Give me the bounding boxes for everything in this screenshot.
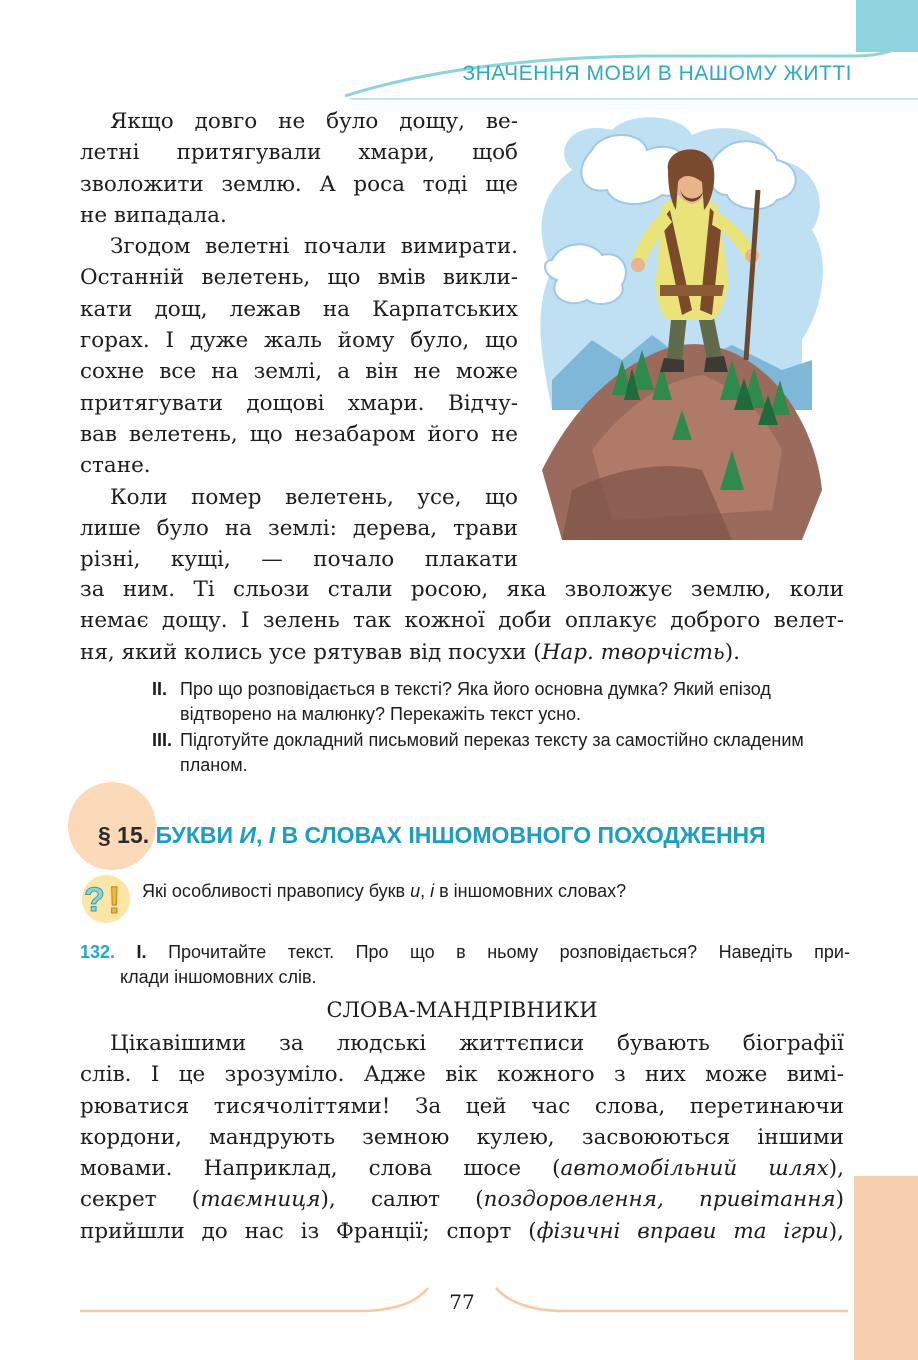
running-title: ЗНАЧЕННЯ МОВИ В НАШОМУ ЖИТТІ (462, 62, 852, 85)
text-line: летні притягували хмари, щоб (80, 140, 518, 166)
story-continuation (80, 574, 844, 668)
exercise-132 (80, 940, 850, 990)
section-number: § 15. (98, 822, 150, 848)
giant-illustration (532, 110, 832, 550)
text-line: притягувати дощові хмари. Відчу- (80, 390, 518, 416)
text-line: прийшли до нас із Франції; спорт (фізичні вправи та ігри), (80, 1218, 844, 1244)
svg-text:!: ! (108, 880, 121, 922)
text-line: рюватися тисячоліттями! За цей час слова, перетинаючи (80, 1093, 844, 1119)
exercise-number: 132. (80, 942, 116, 962)
task-number: II. (152, 679, 168, 699)
exercise-part: I. (136, 942, 147, 962)
text-line: горах. І дуже жаль йому було, що (80, 328, 518, 354)
text-line: ня, який колись усе рятував від посухи (Нар. творчість). (80, 639, 740, 665)
source-citation: Нар. творчість (541, 639, 725, 665)
task-number: III. (152, 730, 173, 750)
text-line: вав велетень, що незабаром його не (80, 421, 518, 447)
story-column (80, 106, 518, 575)
section-title: БУКВИ И, І В СЛОВАХ ІНШОМОВНОГО ПОХОДЖЕННЯ (149, 822, 766, 848)
text-title: СЛОВА-МАНДРІВНИКИ (326, 998, 598, 1022)
text-line: кати дощ, лежав на Карпатських (80, 296, 518, 322)
exercise-text-line: Прочитайте текст. Про що в ньому розповідається? Наведіть при- (168, 942, 850, 962)
text-line: сохне все на землі, а він не може (80, 359, 518, 385)
page-edge-tab (854, 1176, 918, 1360)
text-line: немає дощу. І зелень так кожної доби оплакує доброго велет- (80, 608, 844, 634)
text2-body (80, 1028, 844, 1247)
text-line: слів. І це зрозуміло. Адже вік кожного з них може вимі- (80, 1062, 844, 1088)
text-line: лише було на землі: дерева, трави (80, 515, 518, 541)
text-line: різні, кущі, — почало плакати (80, 547, 518, 573)
text-line: Коли помер велетень, усе, що (110, 484, 518, 510)
text-line: стане. (80, 453, 151, 479)
task-item (152, 677, 852, 727)
task-text: Про що розповідається в тексті? Яка його основна думка? Який епізод відтворено на малюнку? Перекажіть текст усно. (180, 679, 771, 724)
text-line: мовами. Наприклад, слова шосе (автомобільний шлях), (80, 1156, 844, 1182)
text-line: Цікавішими за людські життєписи бувають біографії (110, 1031, 844, 1056)
task-item (152, 728, 852, 778)
section-heading (98, 822, 766, 849)
text-line: за ним. Ті сльози стали росою, яка зволожує землю, коли (80, 577, 844, 602)
text-line: кордони, мандрують земною кулею, засвоюються іншими (80, 1124, 844, 1150)
task-text: Підготуйте докладний письмовий переказ тексту за самостійно складеним планом. (180, 730, 804, 775)
svg-text:?: ? (84, 881, 105, 919)
text-line: Останній велетень, що вмів викли- (80, 265, 518, 291)
text-line: Згодом велетні почали вимирати. (110, 234, 518, 260)
question-exclamation-icon (80, 873, 132, 925)
text-line: зволожити землю. А роса тоді ще (80, 171, 518, 197)
page-number: 77 (449, 1290, 475, 1314)
exercise-text-line: клади іншомовних слів. (120, 967, 317, 987)
key-question: Які особливості правопису букв и, і в іншомовних словах? (142, 881, 627, 901)
text-line: секрет (таємниця), салют (поздоровлення, привітання) (80, 1187, 844, 1213)
text-line: Якщо довго не було дощу, ве- (110, 109, 518, 134)
text-line: не випадала. (80, 202, 227, 228)
